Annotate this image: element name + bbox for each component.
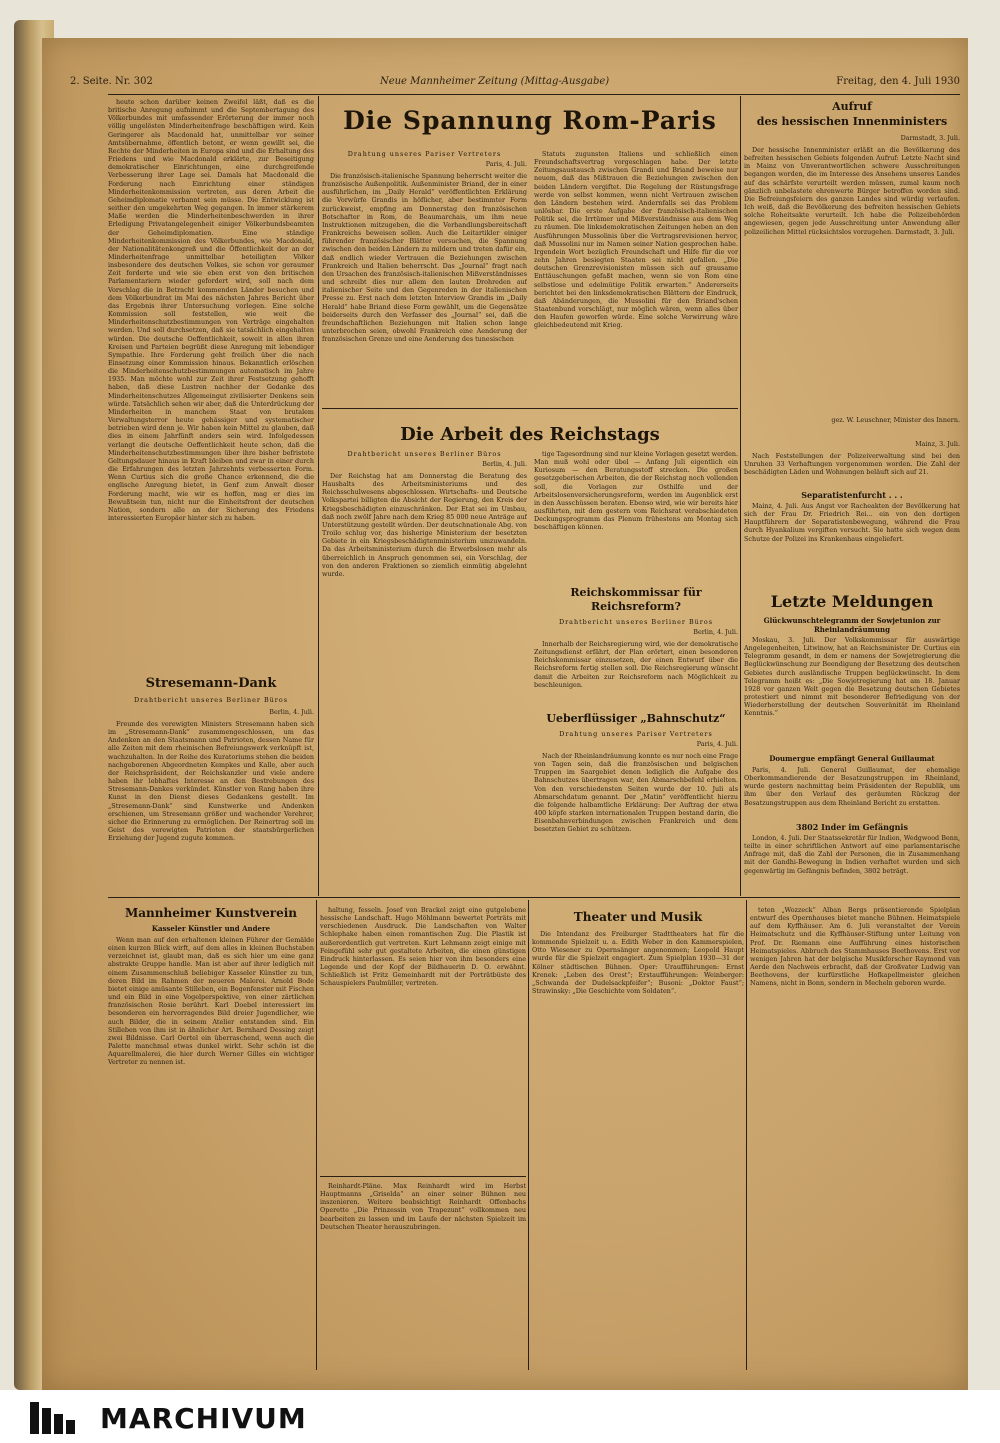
mainz-dateline: Mainz, 3. Juli. bbox=[915, 440, 960, 448]
kunstverein-column-a bbox=[108, 936, 314, 1368]
article-body: Statuts zugunsten Italiens und schließlich einen Freundschaftsvertrag vorgeschlagen habe. Der letzte Zeitungsaustausch zwischen Grandi und Briand beweise nur neuem, daß das Mißtrauen die Beziehungen zwischen den beiden Ländern vergiftet. Die Regelung der Rüstungsfrage werde von selbst kommen, wenn nicht Vertrauen zwischen den Ländern bestehen wird. Andernfalls sei das Problem unlösbar. Die erste Aufgabe der französisch-italienischen Politik sei, die Irrtümer und Mißverständnisse aus dem Weg zu räumen. Die linksdemokratischen Zeitungen heben an den Ausführungen Mussolinis über die Vertragsrevisionen hervor, daß Mussolini nur im Namen seiner Nation gesprochen habe. Irgendein Wort bezüglich Freundschaft und Hilfe für die vor zehn Jahren besiegten Staaten sei nicht gefallen. „Die deutschen Grenzrevisionisten müssen sich auf grausame Enttäuschungen gefaßt machen, wenn sie von Rom eine selbstlose und edelmütige Politik erwarten.“ Andererseits berichtet bei den linksdemokratischen Blättern der Eindruck, daß Abänderungen, die Mussolini für den Briand'schen Staatenbund vorschlägt, nur möglich wären, wenn alles über den Haufen geworfen würde. Eine solche Verwirrung wäre gleichbedeutend mit Krieg. bbox=[534, 150, 738, 330]
article-body: heute schon darüber keinen Zweifel läßt, daß es die britische Anregung aufnimmt und die Septembertagung des Völkerbundes mit umfassender Erörterung der immer noch völlig ungelösten Minderheitenfrage beschäftigen wird. Kein Geringerer als Macdonald hat, unmittelbar vor seiner Amtsübernahme, öffentlich betont, er wenn gewillt sei, die Rechte der Minderheiten in Europa sind und die Erhaltung des Friedens und wie Macdonald erklärte, zur Beseitigung demokratischer Einrichtungen, eine durchgreifende Verbesserung ihrer Lage sei. Damals hat Macdonald die Forderung nach Einrichtung einer ständigen Minderheitenkommission vertreten, aus deren Arbeit die Geheimdiplomatie verbannt sein müsse. Die Entwicklung ist seither den umgekehrten Weg gegangen. In immer stärkerem Maße werden die Minderheitenbeschwerden in ihrer Erledigung Privatangelegenheit einiger Völkerbundsbeamten der Geheimdiplomatien. Eine ständige Minderheitenkommission des Völkerbundes, wie Macdonald, der Nationalitätenkongreß und die Öffentlichkeit der an der Minderheitenfrage unmittelbar beteiligten Völker insbesondere des deutschen Volkes, sie schon vor geraumer Zeit forderte und wie sie eben erst von den britischen Parlamentariern wieder gefordert wird, soll nach dem Vorschlag die in Betracht kommenden Länder besuchen und dem Völkerbundrat im Mai des nächsten Jahres Bericht über das Ergebnis ihrer Untersuchung vorlegen. Eine solche Kommission soll feststellen, wie weit die Minderheitenschutzbestimmungen von Verträge eingehalten werden. Und soll durchsetzen, daß sie tatsächlich eingehalten würden. Die deutsche Oeffentlichkeit, soweit in allen ihren Kreisen und Parteien begrüßt diese Anregung mit lebendiger Sympathie. Ihre Forderung geht freilich über die nach Einsetzung einer Kommission hinaus. Bekanntlich erlöschen die Minderheitenschutzbestimmungen automatisch im Jahre 1935. Man möchte wohl zur Zeit ihrer Festsetzung gehofft haben, daß diese Lustren nachher der Gedanke des Minderheitenschutzes Allgemeingut zivilisierter Denkens sein würde. Tatsächlich sehen wir aber, daß die Unterdrückung der Minderheiten in manchem Staat von brutalem Verwaltungsterror heute gehässiger und systematischer betrieben wird denn je. Wir haben kein Mittel zu glauben, daß dies in einem Jahrfünft anders sein wird. Infolgedessen verlangt die deutsche Oeffentlichkeit heute schon, daß die Minderheitenschutzbestimmungen über ihre bisher befristete Geltungsdauer hinaus in Kraft bleiben und zwar in einer durch die Erfahrungen des letzten Jahrzehnts verbesserten Form. Wenn Curtius sich die große Chance erkennend, die die englische Anregung bietet, in Genf zum Anwalt dieser Forderung macht, wie wir es hoffen, mag er dies im Bewußtsein tun, nicht nur die Einheitsfront der deutschen Nation, sondern alle an der Sicherung des Friedens interessierten Europäer hinter sich zu haben. bbox=[108, 98, 314, 522]
page-header bbox=[70, 76, 960, 92]
article-body: Die französisch-italienische Spannung beherrscht weiter die französische Außenpolitik. Außenminister Briand, der in einer ausführlichen, im „Daily Herald“ veröffentlichten Erklärung die Vorwürfe Grandis in höflicher, aber bestimmter Form zurückweist, empfing am Donnerstag den französischen Botschafter in Rom, de Beaumarchais, um ihm neue Instruktionen mitzugeben, die die Verhandlungsbereitschaft Frankreichs beweisen sollen. Auch die Leitartikler einiger führender französischer Blätter versuchen, die Spannung zwischen den beiden Ländern zu mildern und treten dafür ein, daß endlich wieder Vertrauen die Beziehungen zwischen Frankreich und Italien beherrscht. Das „Journal“ fragt nach den Ursachen des französisch-italienischen Mißverständnisses und schreibt dies nur allem den lauten Drohreden auf italienischer Seite und den Gegenreden in der italienischen Presse zu. Erst nach dem letzten Interview Grandis im „Daily Herald“ habe Briand diese Form gewählt, um die Gegensätze beiderseits durch den Verfasser des „Journal“ sei, daß die freundschaftlichen Beziehungen mit Italien schon lange unterbrochen seien, obwohl Frankreich eine Aenderung der französischen Grenze und eine Aenderung des tunesischen bbox=[322, 172, 527, 344]
archive-footer bbox=[0, 1390, 1000, 1443]
header-date: Freitag, den 4. Juli 1930 bbox=[836, 76, 960, 87]
article-body: Der Reichstag hat am Donnerstag die Beratung des Haushalts des Arbeitsministeriums und des Reichsschulwesens abgeschlossen. Wirtschafts- und Deutsche Volkspartei billigten die Absicht der Regierung, den Kreis der Kriegsbeschädigten einzuschränken. Der Etat sei im Umbau, daß noch zwölf Jahre nach dem Krieg 85 000 neue Anträge auf Unterstützung gestellt würden. Der deutschnationale Abg. von Troilo schlug vor, das bisherige Ministerium der besetzten Gebiete in ein Kriegsbeschädigtenministerium umzuwandeln. Da das Arbeitsministerium durch die Erwerbslosen mehr als überreichlich in Anspruch genommen sei, ein Vorschlag, der von den anderen Fraktionen so ziemlich einmütig abgelehnt wurde. bbox=[322, 472, 527, 578]
article-body: Freunde des verewigten Ministers Stresemann haben sich im „Stresemann-Dank“ zusammengeschlossen, um das Andenken an den Staatsmann und Patrioten, dessen Name für alle Zeiten mit dem rheinischen Befreiungswerk verknüpft ist, wachzuhalten. In der Reihe des Kuratoriums stehen die beiden nachgeborenen Abgeordneten Kempkes und Kalle, aber auch der Reichspräsident, der Reichskanzler und viele andere haben ihr lebhaftes Interesse an den Bestrebungen des Stresemann-Dankes verkündet. Künstler von Rang haben ihre Kunst in den Dienst dieses Gedankens gestellt. Im „Stresemann-Dank“ sind Kunstwerke und Andenken erschienen, um Stresemann größer und wachender Verehrer, sicher die Erinnerung zu ermöglichen. Der Reinertrag soll im Geist des verewigten Patrioten der staatsbürgerlichen Erziehung der Jugend zugute kommen. bbox=[108, 720, 314, 843]
reinhardt-article bbox=[320, 1182, 526, 1368]
marchivum-logo-text: MARCHIVUM bbox=[100, 1402, 307, 1435]
section-rule bbox=[320, 1176, 526, 1177]
column-rule bbox=[316, 900, 317, 1370]
column-rule bbox=[746, 900, 747, 1370]
reichstag-column-a bbox=[322, 472, 527, 892]
article-body: Paris, 4. Juli. General Guillaumat, der ehemalige Oberkommandierende der Besatzungstruppen im Rheinland, wurde gestern nachmittag beim Präsidenten der Republik, um ihm über den Verlauf des geräumten Rückzug der Besatzungstruppen aus dem Rheinland Bericht zu erstatten. bbox=[744, 766, 960, 807]
bahnschutz-byline: Drahtung unseres Pariser Vertreters bbox=[559, 730, 713, 738]
reichsreform-subheadline: Reichsreform? bbox=[591, 600, 681, 613]
header-page-number: 2. Seite. Nr. 302 bbox=[70, 76, 153, 87]
theater-column-a bbox=[532, 930, 744, 1368]
article-body: Mainz, 4. Juli. Aus Angst vor Racheakten der Bevölkerung hat sich der Frau Dr. Friedrich Rei... ein von den dortigen Hauptführern der Separatistenbewegung, während die Frau durch Hyankalium vergiften versucht. Sie hatte sich wegen dem Schutze der Polizei ins Krankenhaus eingeliefert. bbox=[744, 502, 960, 543]
stresemann-headline: Stresemann-Dank bbox=[145, 676, 277, 691]
sowjet-headline: Glückwunschtelegramm der Sowjetunion zur Rheinlandräumung bbox=[763, 616, 941, 634]
article-body: Innerhalb der Reichsregierung wird, wie der demokratische Zeitungsdienst erfährt, der Plan erörtert, einen besonderen Reichskommissar einzusetzen, der einen Entwurf über die Reichsreform fertig stellen soll. Die Reichsregierung wünscht damit die Arbeiten zur Reichsreform nach Möglichkeit zu beschleunigen. bbox=[534, 640, 738, 689]
article-body: haltung, fesseln. Josef von Brackel zeigt eine gutgelebene hessische Landschaft. Hugo Möhlmann bewertet Porträts mit verschiedenen Ausdruck. Die Landschaften von Walter Schlephake haben einen romantischen Zug. Die Plastik ist außerordentlich gut vertreten. Kurt Lehmann zeigt einige mit Feingefühl sehr gut gestaltete Arbeiten, die einen günstigen Eindruck hinterlassen. Es seien hier von ihm besonders eine Legende und der Kopf der Bildhauerin D. O. erwähnt. Schließlich ist Fritz Gemeinhardt mit der Porträtbüste des Schauspielers Paulmüller, vertreten. bbox=[320, 906, 526, 988]
doumergue-article bbox=[744, 766, 960, 818]
column-rule bbox=[318, 96, 319, 896]
theater-column-b bbox=[750, 906, 960, 1368]
aufruf-subheadline: des hessischen Innenministers bbox=[756, 115, 948, 128]
kunstverein-column-b bbox=[320, 906, 526, 1172]
article-body: tige Tagesordnung sind nur kleine Vorlagen gesetzt werden. Man muß wohl oder übel — Anfang Juli eigentlich ein Kuriosum — den Beratungsstoff strecken. Die großen gesetzgeberischen Arbeiten, die der Reichstag noch vollenden soll, die Vorlagen zur Osthilfe und der Arbeitslosenversicherungsreform, werden im Augenblick erst in den Ausschüssen beraten. Ebenso wird, wie wir bereits hier ausführten, mit dem gestern vom Reichsrat verabschiedeten Deckungsprogramm das Plenum frühestens am Montag sich beschäftigen können. bbox=[534, 450, 738, 532]
reichstag-headline: Die Arbeit des Reichstags bbox=[400, 424, 660, 445]
bahnschutz-article bbox=[534, 752, 738, 892]
reichsreform-article bbox=[534, 640, 738, 702]
inder-headline: 3802 Inder im Gefängnis bbox=[796, 822, 908, 832]
article-body: Moskau, 3. Juli. Der Volkskommissar für auswärtige Angelegenheiten, Litwinow, hat an Reichsminister Dr. Curtius ein Telegramm gesandt, in dem er namens der Sowjetregierung die Beglückwünschung zur Beendigung der Besetzung des deutschen Gebietes durch ausländische Truppen beglückwünscht. In dem Telegramm heißt es: „Die Sowjetregierung hat am 18. Januar 1928 vor ganzen Welt gegen die Besetzung deutschen Gebietes protestiert und nimmt mit besonderer Befriedigung von der Wiederherstellung der deutschen Souveränität im Rheinland Kenntnis.“ bbox=[744, 636, 960, 718]
kunstverein-subheadline: Kasseler Künstler und Andere bbox=[151, 924, 271, 933]
article-body: Nach Feststellungen der Polizeiverwaltung sind bei den Unruhen 33 Verhaftungen vorgenommen worden. Die Zahl der beschädigten Läden und Wohnungen beläuft sich auf 21. bbox=[744, 452, 960, 477]
reichstag-column-b bbox=[534, 450, 738, 580]
aufruf-headline: Aufruf bbox=[832, 100, 872, 113]
article-body: teten „Wozzeck“ Alban Bergs präsentierende Spielplan entwurf des Opernhauses bietet manche Bühnen. Heimatspiele auf dem Kyffhäuser. Am 6. Juli veranstaltet der Verein Heimatschutz und die Kyffhäuser-Stiftung unter Leitung von Prof. Dr. Riemann eine Aufführung eines historischen Heimatspieles. Abbruch des Stammhauses Beethovens. Erst vor wenigen Jahren hat der belgische Musikforscher Raymond van Aerde den Nachweis erbracht, daß der Großvater Ludwig van Beethovens, der kurfürstliche Hofkapellmeister gleichen Namens, nicht in Bonn, sondern in Mecheln geboren wurde. bbox=[750, 906, 960, 988]
stresemann-dateline: Berlin, 4. Juli. bbox=[269, 708, 314, 716]
rom-paris-column-a bbox=[322, 172, 527, 404]
stresemann-byline: Drahtbericht unseres Berliner Büros bbox=[134, 696, 288, 704]
marchivum-logo-icon bbox=[30, 1402, 90, 1434]
reichsreform-headline: Reichskommissar für bbox=[570, 586, 702, 599]
column-rule bbox=[740, 96, 741, 896]
reichsreform-byline: Drahtbericht unseres Berliner Büros bbox=[559, 618, 713, 626]
column-1-article bbox=[108, 98, 314, 658]
aufruf-signature: gez. W. Leuschner, Minister des Innern. bbox=[831, 416, 960, 424]
article-body: Die Intendanz des Freiburger Stadttheaters hat für die kommende Spielzeit u. a. Edith Weber in den Kammerspielen, Otto Wiesener zu Opernsänger angenommen; Leopold Haupt wurde für die Spielzeit engagiert. Zum Spielplan 1930—31 der Kölner städtischen Bühnen. Oper: Uraufführungen: Ernst Krenek: „Leben des Orest“; Erstaufführungen: Weinberger: „Schwanda der Dudelsackpfeifer“; Busoni: „Doktor Faust“; Strawinsky: „Die Geschichte vom Soldaten“. bbox=[532, 930, 744, 996]
reichstag-dateline: Berlin, 4. Juli. bbox=[482, 460, 527, 468]
rom-paris-dateline: Paris, 4. Juli. bbox=[485, 160, 527, 168]
mainz-article bbox=[744, 452, 960, 490]
rom-paris-column-b bbox=[534, 150, 738, 404]
article-body: Nach der Rheinlandräumung konnte es nur noch eine Frage von Tagen sein, daß die französischen und belgischen Truppen im Saargebiet denen lediglich die Aufgabe des Bahnschutzes übertragen war, den Abmarschbefehl erhielten. Von den verschiedensten Seiten wurde der 10. Juli als Abmarschdatum genannt. Der „Matin“ veröffentlicht hierzu die folgende halbamtliche Erklärung: Der Auftrag der etwa 400 köpfe starken internationalen Truppen bestand darin, die Eisenbahnverbindungen zwischen Frankreich und dem besetzten Gebiet zu schützen. bbox=[534, 752, 738, 834]
theater-headline: Theater und Musik bbox=[573, 910, 703, 924]
aufruf-article bbox=[744, 146, 960, 416]
reichstag-byline: Drahtbericht unseres Berliner Büros bbox=[347, 450, 502, 458]
stresemann-article bbox=[108, 720, 314, 892]
sowjet-article bbox=[744, 636, 960, 752]
rom-paris-byline: Drahtung unseres Pariser Vertreters bbox=[347, 150, 502, 158]
article-body: Reinhardt-Pläne. Max Reinhardt wird im Herbst Hauptmanns „Griselda“ an einer seiner Bühnen neu inszenieren. Weitere beabsichtigt Reinhardt Offenbachs Operette „Die Prinzessin von Trapezunt“ vollkommen neu bearbeiten zu lassen und im Laufe der nächsten Spielzeit im Deutschen Theater herauszubringen. bbox=[320, 1182, 526, 1231]
rom-paris-headline: Die Spannung Rom-Paris bbox=[343, 106, 717, 135]
article-body: London, 4. Juli. Der Staatssekretär für Indien, Wedgwood Benn, teilte in einer schriftlichen Antwort auf eine parlamentarische Anfrage mit, daß die Zahl der Personen, die in Zusammenhang mit der Gandhi-Bewegung in Indien verhaftet wurden und sich gegenwärtig im Gefängnis befinden, 3802 beträgt. bbox=[744, 834, 960, 875]
doumergue-headline: Doumergue empfängt General Guillaumat bbox=[769, 754, 935, 763]
letzte-meldungen-headline: Letzte Meldungen bbox=[770, 592, 934, 611]
aufruf-dateline: Darmstadt, 3. Juli. bbox=[900, 134, 960, 142]
reichsreform-dateline: Berlin, 4. Juli. bbox=[693, 628, 738, 636]
section-rule bbox=[108, 897, 960, 898]
article-body: Der hessische Innenminister erläßt an die Bevölkerung des befreiten hessischen Gebiets folgenden Aufruf: Letzte Nacht sind in Mainz von Unverantwortlichen schwere Ausschreitungen begangen worden, die im Interesse des Ansehens unseres Landes auf das schärfste verurteilt werden müssen, zumal kaum noch gänzlich unbelastete ehrenwerte Bürger betroffen worden sind. Die Befreiungsfeiern des ganzen Landes sind würdig verlaufen. Ich weiß, daß die Bevölkerung des befreiten hessischen Gebiets solche Roheitsakte verurteilt. Ich habe die Polizeibehörden angewiesen, gegen jede Ausschreitung unter Anwendung aller polizeilichen Mittel rücksichtslos vorzugehen. Darmstadt, 3. Juli. bbox=[744, 146, 960, 236]
bahnschutz-headline: Ueberflüssiger „Bahnschutz“ bbox=[546, 712, 726, 725]
separatist-headline: Separatistenfurcht . . . bbox=[801, 490, 903, 500]
header-rule bbox=[108, 94, 960, 95]
inder-article bbox=[744, 834, 960, 894]
kunstverein-headline: Mannheimer Kunstverein bbox=[124, 906, 298, 920]
bahnschutz-dateline: Paris, 4. Juli. bbox=[696, 740, 738, 748]
section-rule bbox=[322, 408, 738, 409]
header-newspaper-title: Neue Mannheimer Zeitung (Mittag-Ausgabe) bbox=[379, 76, 610, 87]
article-body: Wenn man auf den erhaltenen kleinen Führer der Gemälde einen kurzen Blick wirft, auf dem alles in kleinen Buchstaben verzeichnet ist, glaubt man, daß es sich hier um eine ganz abstrakte Gruppe handle. Man ist aber auf ihrer lediglich mit einem Zusammenschluß beliebiger Kasseler Künstler zu tun, deren Bild im Rahmen der neueren Malerei. Arnold Bode bietet einige amüsante Stilleben, ein Bogenfenster mit Fischen und ein Bild in eine Vogelperspektive, von einer zärtlichen französischen Rosie berührt. Karl Doebel interessiert im besonderen ein hervorragendes Bild dreier Jugendlicher, wie auch Bilder, die in seinem Atelier entstanden sind. Ein Stilleben von ihm ist in ähnlicher Art. Bernhard Dessing zeigt zwei Bildnisse. Carl Oertel ein überraschend, wenn auch die Palette manchmal etwas dunkel wirkt. Sehr schön ist die Aquarellmalerei, die hier durch Werner Gilles ein wichtiger Vertreter zu nennen ist. bbox=[108, 936, 314, 1067]
column-rule bbox=[528, 900, 529, 1370]
separatist-article bbox=[744, 502, 960, 584]
